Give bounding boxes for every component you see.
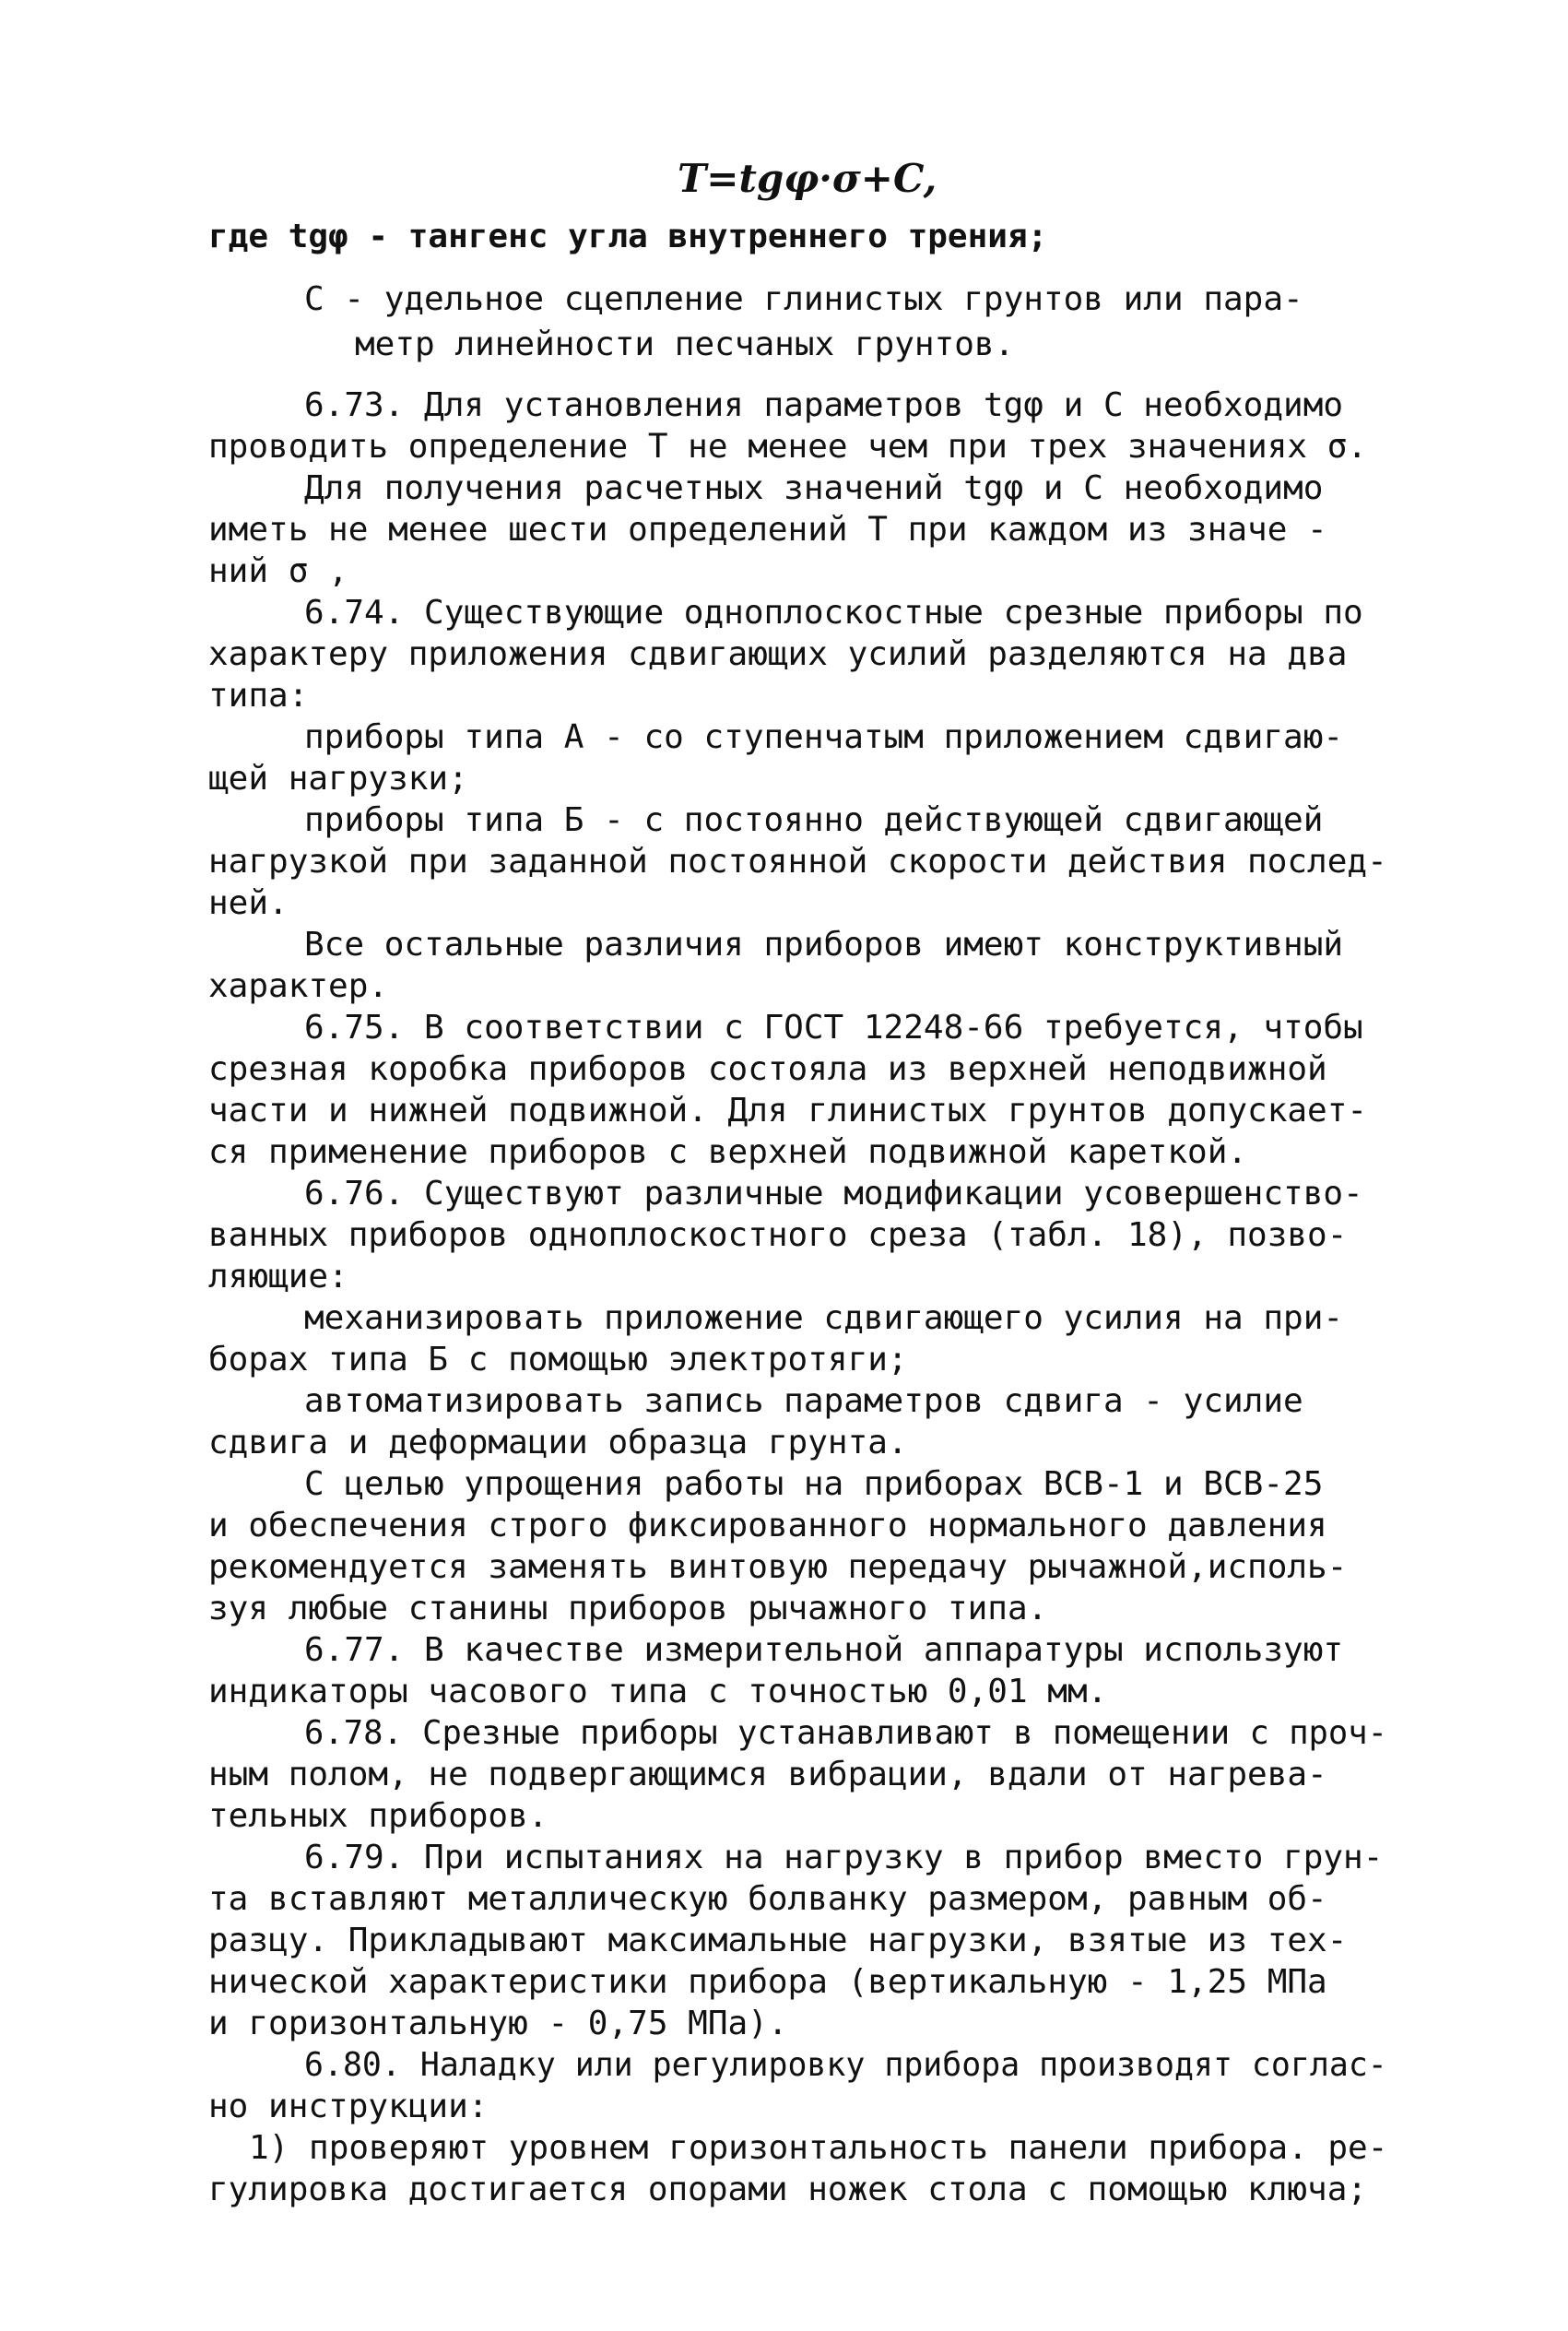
text-line: автоматизировать запись параметров сдвига - усилие	[304, 1382, 1303, 1420]
text-line: тельных приборов.	[208, 1797, 548, 1835]
text-line: С целью упрощения работы на приборах ВСВ-1 и ВСВ-25	[304, 1465, 1324, 1503]
text-line: ным полом, не подвергающимся вибрации, вдали от нагрева-	[208, 1756, 1327, 1793]
text-line: но инструкции:	[208, 2088, 489, 2125]
text-line: проводить определение Τ не менее чем при трех значениях σ.	[208, 428, 1368, 466]
text-line: 6.79. При испытаниях на нагрузку в прибор вместо грун-	[304, 1839, 1384, 1876]
text-line: 6.74. Существующие одноплоскостные срезные приборы по	[304, 594, 1363, 632]
text-line: сдвига и деформации образца грунта.	[208, 1424, 908, 1461]
text-line: ся применение приборов с верхней подвижной кареткой.	[208, 1133, 1248, 1171]
text-line: 1) проверяют уровнем горизонтальность панели прибора. ре-	[249, 2129, 1388, 2167]
definition-line: C - удельное сцепление глинистых грунтов или пара-	[304, 280, 1303, 318]
text-line: приборы типа А - со ступенчатым приложением сдвигаю-	[304, 718, 1344, 756]
text-line: характеру приложения сдвигающих усилий разделяются на два	[208, 635, 1348, 673]
text-line: иметь не менее шести определений Τ при каждом из значе -	[208, 511, 1327, 549]
text-line: ванных приборов одноплоскостного среза (табл. 18), позво-	[208, 1216, 1348, 1254]
text-line: нагрузкой при заданной постоянной скорости действия послед-	[208, 843, 1387, 881]
text-line: 6.80. Наладку или регулировку прибора производят соглас-	[304, 2046, 1387, 2084]
text-line: части и нижней подвижной. Для глинистых грунтов допускает-	[208, 1092, 1368, 1130]
definition-line: метр линейности песчаных грунтов.	[355, 325, 1015, 363]
text-line: 6.75. В соответствии с ГОСТ 12248-66 требуется, чтобы	[304, 1009, 1363, 1047]
text-line: 6.77. В качестве измерительной аппаратуры используют	[304, 1631, 1344, 1669]
text-line: и горизонтальную - 0,75 МПа).	[208, 2005, 788, 2042]
text-line: приборы типа Б - с постоянно действующей сдвигающей	[304, 801, 1324, 839]
text-line: срезная коробка приборов состояла из верхней неподвижной	[208, 1050, 1327, 1088]
text-line: рекомендуется заменять винтовую передачу рычажной,исполь-	[208, 1548, 1348, 1586]
text-line: 6.76. Существуют различные модификации усовершенство-	[304, 1175, 1363, 1213]
text-line: и обеспечения строго фиксированного нормального давления	[208, 1507, 1327, 1544]
text-line: та вставляют металлическую болванку размером, равным об-	[208, 1880, 1327, 1918]
text-line: зуя любые станины приборов рычажного типа.	[208, 1590, 1048, 1627]
text-line: гулировка достигается опорами ножек стола с помощью ключа;	[208, 2171, 1368, 2208]
text-line: ляющие:	[208, 1258, 348, 1296]
text-line: 6.73. Для установления параметров tgφ и C необходимо	[304, 386, 1344, 424]
text-line: борах типа Б с помощью электротяги;	[208, 1341, 908, 1378]
formula: Τ=tgφ·σ+C,	[678, 156, 937, 201]
text-line: ний σ ,	[208, 552, 348, 590]
text-line: 6.78. Срезные приборы устанавливают в помещении с проч-	[304, 1714, 1388, 1752]
text-line: разцу. Прикладывают максимальные нагрузки, взятые из тех-	[208, 1922, 1348, 1959]
text-line: ней.	[208, 884, 289, 922]
text-line: щей нагрузки;	[208, 760, 468, 798]
text-line: Для получения расчетных значений tgφ и C необходимо	[304, 469, 1324, 507]
text-line: характер.	[208, 967, 389, 1005]
text-line: механизировать приложение сдвигающего усилия на при-	[304, 1299, 1344, 1337]
text-line: типа:	[208, 677, 309, 715]
text-line: Все остальные различия приборов имеют конструктивный	[304, 926, 1344, 964]
definition-line: где tgφ - тангенс угла внутреннего трения;	[208, 218, 1048, 255]
text-line: нической характеристики прибора (вертикальную - 1,25 МПа	[208, 1963, 1327, 2001]
text-line: индикаторы часового типа с точностью 0,01 мм.	[208, 1673, 1108, 1710]
